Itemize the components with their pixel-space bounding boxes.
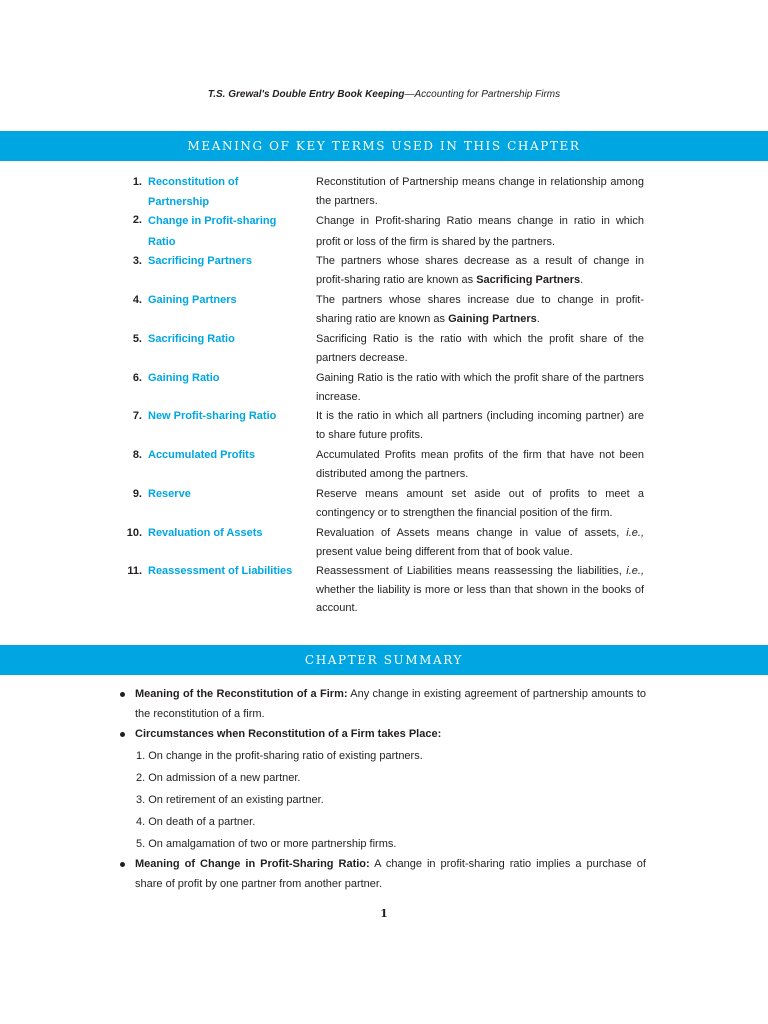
- bullet-dot-icon: [120, 692, 125, 697]
- summary-bullet: Circumstances when Reconstitution of a Firm takes Place:: [118, 724, 646, 744]
- term-name: Gaining Ratio: [148, 372, 220, 384]
- term-definition: The partners whose shares decrease as a result of change in profit-sharing ratio are known as Sacrificing Partners.: [316, 255, 644, 286]
- list-item: 4. On death of a partner.: [136, 816, 256, 828]
- list-item: 3. On retirement of an existing partner.: [136, 794, 324, 806]
- term-number: 3.: [132, 255, 142, 267]
- page-number: 1: [380, 907, 388, 920]
- list-item: 5. On amalgamation of two or more partnership firms.: [136, 838, 397, 850]
- term-number: 10.: [126, 527, 142, 539]
- term-definition: Reconstitution of Partnership means change in relationship among the partners.: [316, 176, 644, 207]
- chapter-summary-heading: CHAPTER SUMMARY: [0, 645, 768, 675]
- term-name: Change in Profit-sharing Ratio: [148, 215, 277, 248]
- term-name: Reserve: [148, 488, 191, 500]
- term-number: 1.: [132, 176, 142, 188]
- term-number: 8.: [132, 449, 142, 461]
- term-name: Accumulated Profits: [148, 449, 255, 461]
- term-number: 5.: [132, 333, 142, 345]
- book-subtitle: —Accounting for Partnership Firms: [404, 89, 561, 100]
- term-name: New Profit-sharing Ratio: [148, 410, 277, 422]
- list-item: 2. On admission of a new partner.: [136, 772, 301, 784]
- summary-bullet: Meaning of the Reconstitution of a Firm: Any change in existing agreement of partnership amounts to the reconstitution of a firm.: [118, 684, 646, 724]
- summary-bullet: Meaning of Change in Profit-Sharing Ratio: A change in profit-sharing ratio implies a purchase of share of profit by one partner from another partner.: [118, 854, 646, 894]
- term-name: Sacrificing Partners: [148, 255, 252, 267]
- term-definition: It is the ratio in which all partners (including incoming partner) are to share future profits.: [316, 410, 644, 441]
- term-name: Revaluation of Assets: [148, 527, 263, 539]
- list-item: 1. On change in the profit-sharing ratio of existing partners.: [136, 750, 423, 762]
- running-head: [0, 89, 768, 100]
- term-number: 2.: [132, 214, 142, 226]
- term-definition: Reassessment of Liabilities means reassessing the liabilities, i.e., whether the liability is more or less than that shown in the books of account.: [316, 565, 644, 614]
- bullet-dot-icon: [120, 862, 125, 867]
- term-definition: Gaining Ratio is the ratio with which the profit share of the partners increase.: [316, 372, 644, 403]
- term-number: 9.: [132, 488, 142, 500]
- term-name: Sacrificing Ratio: [148, 333, 235, 345]
- book-title: T.S. Grewal's Double Entry Book Keeping: [207, 89, 405, 100]
- term-number: 7.: [132, 410, 142, 422]
- term-definition: The partners whose shares increase due to change in profit-sharing ratio are known as Gaining Partners.: [316, 294, 644, 325]
- term-number: 11.: [127, 565, 142, 577]
- term-definition: Reserve means amount set aside out of profits to meet a contingency or to strengthen the financial position of the firm.: [316, 488, 644, 519]
- term-definition: Change in Profit-sharing Ratio means change in ratio in which profit or loss of the firm is shared by the partners.: [316, 215, 644, 248]
- key-terms-heading: MEANING OF KEY TERMS USED IN THIS CHAPTER: [0, 131, 768, 161]
- term-definition: Sacrificing Ratio is the ratio with which the profit share of the partners decrease.: [316, 333, 644, 364]
- term-name: Reassessment of Liabilities: [148, 565, 293, 577]
- term-definition: Accumulated Profits mean profits of the firm that have not been distributed among the partners.: [316, 449, 644, 480]
- term-definition: Revaluation of Assets means change in value of assets, i.e., present value being different from that of book value.: [316, 527, 644, 558]
- term-name: Gaining Partners: [148, 294, 237, 306]
- bullet-dot-icon: [120, 732, 125, 737]
- term-name: Reconstitution of Partnership: [148, 176, 239, 208]
- term-number: 6.: [132, 372, 142, 384]
- term-number: 4.: [132, 294, 142, 306]
